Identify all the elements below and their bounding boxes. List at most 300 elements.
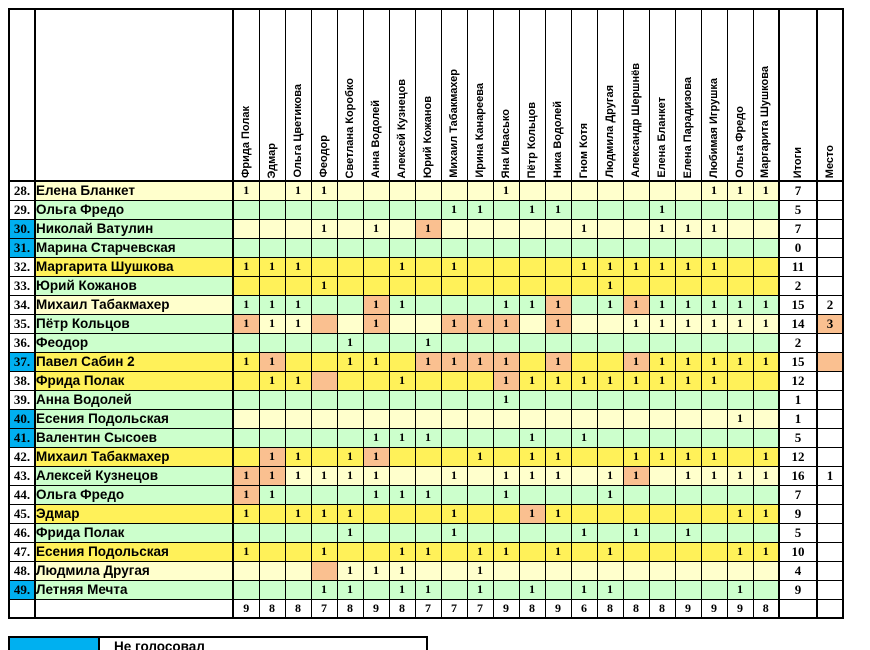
vote-cell [623,219,649,238]
vote-cell: 1 [597,276,623,295]
vote-cell: 1 [233,257,259,276]
vote-cell [311,238,337,257]
row-number: 34. [9,295,35,314]
participant-name: Людмила Другая [35,561,233,580]
voter-header [337,9,363,181]
vote-cell [649,561,675,580]
vote-cell: 1 [415,580,441,599]
mesto-cell [817,238,843,257]
vote-cell [467,485,493,504]
vote-cell [493,428,519,447]
vote-cell [545,257,571,276]
mesto-cell [817,409,843,428]
vote-cell: 1 [675,219,701,238]
voter-header-label: Елена Парадизова [681,76,694,178]
vote-cell [701,333,727,352]
vote-cell [519,390,545,409]
vote-cell [571,409,597,428]
vote-cell [727,371,753,390]
vote-cell [363,238,389,257]
vote-cell: 1 [493,485,519,504]
vote-cell [337,371,363,390]
vote-cell [441,295,467,314]
vote-cell [311,523,337,542]
vote-cell: 1 [649,371,675,390]
vote-cell: 1 [545,314,571,333]
mesto-cell [817,542,843,561]
vote-cell: 1 [597,257,623,276]
vote-cell: 1 [701,295,727,314]
column-total-cell: 9 [727,599,753,618]
vote-cell [493,333,519,352]
legend-row [9,637,427,650]
vote-cell [519,276,545,295]
vote-cell [519,352,545,371]
vote-cell [415,466,441,485]
vote-cell [441,409,467,428]
row-number: 46. [9,523,35,542]
vote-cell [363,276,389,295]
itogi-cell: 12 [779,371,817,390]
participant-name: Фрида Полак [35,371,233,390]
vote-cell [649,238,675,257]
vote-cell: 1 [389,542,415,561]
voter-header-label: Александр Шершнёв [629,63,642,178]
mesto-cell: 3 [817,314,843,333]
vote-cell [519,238,545,257]
voter-header-label: Ника Водолей [551,100,564,178]
vote-cell: 1 [259,485,285,504]
vote-cell [363,542,389,561]
itogi-header-label: Итоги [791,146,804,178]
column-total-cell: 9 [675,599,701,618]
vote-cell: 1 [233,295,259,314]
vote-cell [415,295,441,314]
vote-cell [623,485,649,504]
vote-cell [597,219,623,238]
vote-cell: 1 [727,314,753,333]
vote-cell: 1 [311,181,337,200]
vote-cell [701,485,727,504]
vote-cell [441,371,467,390]
vote-cell [675,333,701,352]
voter-header-label: Пётр Кольцов [525,101,538,178]
participant-name: Марина Старчевская [35,238,233,257]
vote-cell: 1 [467,580,493,599]
vote-cell: 1 [493,314,519,333]
vote-cell [649,466,675,485]
vote-cell [415,238,441,257]
column-total-cell: 8 [623,599,649,618]
vote-cell [753,238,779,257]
vote-cell [675,200,701,219]
vote-cell [597,238,623,257]
vote-cell: 1 [623,295,649,314]
vote-cell [337,314,363,333]
vote-cell: 1 [285,257,311,276]
voter-header [597,9,623,181]
vote-cell [571,561,597,580]
vote-cell [233,219,259,238]
participant-name: Юрий Кожанов [35,276,233,295]
vote-cell [649,333,675,352]
vote-cell: 1 [727,295,753,314]
vote-cell: 1 [337,580,363,599]
voter-header [285,9,311,181]
vote-cell [597,200,623,219]
vote-cell: 1 [519,466,545,485]
mesto-cell [817,219,843,238]
participant-row [9,466,843,485]
participant-row [9,352,843,371]
vote-cell: 1 [363,314,389,333]
row-number: 48. [9,561,35,580]
column-total-cell: 9 [701,599,727,618]
vote-cell [519,314,545,333]
vote-cell [597,333,623,352]
vote-cell: 1 [701,466,727,485]
vote-cell [571,333,597,352]
vote-cell [363,257,389,276]
vote-cell [493,580,519,599]
vote-cell [519,257,545,276]
vote-cell [545,561,571,580]
row-number: 32. [9,257,35,276]
vote-cell: 1 [415,333,441,352]
mesto-cell [817,181,843,200]
itogi-cell: 9 [779,580,817,599]
vote-cell [311,200,337,219]
vote-cell [285,580,311,599]
vote-cell [415,200,441,219]
vote-cell: 1 [441,257,467,276]
vote-cell: 1 [493,352,519,371]
vote-cell: 1 [675,466,701,485]
vote-cell [545,238,571,257]
vote-cell [753,276,779,295]
vote-cell: 1 [519,428,545,447]
vote-cell: 1 [545,371,571,390]
vote-cell [597,314,623,333]
vote-cell [597,561,623,580]
vote-cell: 1 [701,352,727,371]
vote-cell: 1 [545,295,571,314]
vote-cell: 1 [285,447,311,466]
vote-cell [701,580,727,599]
vote-cell [571,238,597,257]
row-number: 40. [9,409,35,428]
vote-cell: 1 [259,447,285,466]
vote-cell [753,523,779,542]
vote-cell [649,504,675,523]
vote-cell [727,257,753,276]
itogi-cell: 15 [779,295,817,314]
vote-cell: 1 [363,466,389,485]
vote-cell: 1 [753,181,779,200]
column-total-cell: 7 [441,599,467,618]
vote-cell [597,428,623,447]
vote-cell: 1 [467,447,493,466]
vote-cell: 1 [259,371,285,390]
vote-cell: 1 [545,200,571,219]
column-total-cell: 7 [311,599,337,618]
row-number: 29. [9,200,35,219]
voter-header [311,9,337,181]
voter-header [623,9,649,181]
vote-cell: 1 [311,466,337,485]
vote-cell: 1 [259,295,285,314]
vote-cell [285,352,311,371]
vote-cell [701,276,727,295]
vote-cell [649,580,675,599]
vote-cell [753,485,779,504]
vote-cell [337,409,363,428]
voter-header-label: Людмила Другая [603,85,616,178]
vote-cell: 1 [233,485,259,504]
vote-cell [467,390,493,409]
vote-cell: 1 [337,466,363,485]
totals-empty-number [9,599,35,618]
row-number: 43. [9,466,35,485]
vote-cell [311,409,337,428]
participant-row [9,428,843,447]
vote-cell: 1 [285,466,311,485]
voter-header [649,9,675,181]
itogi-cell: 2 [779,333,817,352]
legend-label: Не голосовал [99,637,427,650]
corner-name-header [35,9,233,181]
participant-name: Михаил Табакмахер [35,447,233,466]
vote-cell [259,409,285,428]
vote-cell [337,542,363,561]
itogi-cell: 15 [779,352,817,371]
vote-cell: 1 [649,200,675,219]
vote-cell: 1 [623,466,649,485]
vote-cell: 1 [675,447,701,466]
vote-cell [415,257,441,276]
vote-cell: 1 [363,561,389,580]
vote-cell [753,371,779,390]
mesto-cell [817,447,843,466]
column-total-cell: 8 [389,599,415,618]
vote-cell [415,561,441,580]
voter-header-label: Анна Водолей [369,99,382,178]
vote-cell [519,219,545,238]
column-total-cell: 7 [467,599,493,618]
vote-cell [623,428,649,447]
vote-cell [441,181,467,200]
vote-cell [233,561,259,580]
vote-cell [519,485,545,504]
vote-cell: 1 [389,485,415,504]
vote-cell [311,428,337,447]
vote-cell: 1 [415,485,441,504]
voter-header-label: Фрида Полак [239,106,252,178]
vote-cell: 1 [415,219,441,238]
vote-cell: 1 [571,428,597,447]
vote-cell: 1 [493,390,519,409]
vote-cell [519,542,545,561]
vote-cell: 1 [675,352,701,371]
voter-header-label: Ольга Цветикова [291,84,304,178]
voter-header [545,9,571,181]
vote-cell: 1 [259,257,285,276]
vote-cell [389,219,415,238]
participant-name: Ольга Фредо [35,485,233,504]
vote-cell [467,333,493,352]
participant-name: Фрида Полак [35,523,233,542]
vote-cell [441,333,467,352]
vote-cell: 1 [623,352,649,371]
vote-cell [701,561,727,580]
itogi-cell: 7 [779,485,817,504]
header-row [9,9,843,181]
mesto-cell [817,390,843,409]
vote-cell: 1 [415,428,441,447]
voter-header [415,9,441,181]
vote-cell: 1 [675,371,701,390]
vote-cell [493,257,519,276]
vote-cell [389,314,415,333]
vote-cell: 1 [519,447,545,466]
vote-cell: 1 [285,181,311,200]
vote-cell [571,504,597,523]
totals-empty-mesto [817,599,843,618]
vote-cell [259,219,285,238]
vote-cell [493,523,519,542]
vote-cell: 1 [415,542,441,561]
vote-cell [701,390,727,409]
participant-row [9,333,843,352]
vote-cell [597,409,623,428]
vote-cell: 1 [493,466,519,485]
vote-cell: 1 [675,257,701,276]
row-number: 38. [9,371,35,390]
vote-cell [311,371,337,390]
vote-cell: 1 [467,314,493,333]
vote-cell: 1 [363,295,389,314]
vote-cell: 1 [493,542,519,561]
vote-cell: 1 [337,352,363,371]
vote-cell [753,200,779,219]
itogi-header [779,9,817,181]
vote-cell [675,238,701,257]
vote-cell [753,561,779,580]
vote-cell: 1 [701,371,727,390]
row-number: 39. [9,390,35,409]
voter-header-label: Ирина Канареева [473,83,486,178]
column-total-cell: 8 [259,599,285,618]
voter-header-label: Светлана Коробко [343,77,356,178]
vote-cell: 1 [571,371,597,390]
vote-cell [389,238,415,257]
vote-cell [649,276,675,295]
participant-row [9,257,843,276]
vote-cell: 1 [701,447,727,466]
vote-cell [285,561,311,580]
vote-cell [441,428,467,447]
column-total-cell: 8 [285,599,311,618]
vote-cell [311,314,337,333]
voter-header-label: Маргарита Шушкова [759,65,772,178]
vote-cell [675,580,701,599]
vote-cell [337,181,363,200]
vote-cell [493,200,519,219]
vote-cell [623,561,649,580]
mesto-cell [817,523,843,542]
voter-header-label: Юрий Кожанов [421,95,434,178]
vote-cell [727,447,753,466]
vote-cell [519,523,545,542]
participant-name: Ольга Фредо [35,200,233,219]
vote-cell [233,200,259,219]
vote-cell [337,485,363,504]
vote-cell [259,200,285,219]
vote-cell [649,390,675,409]
vote-cell [337,276,363,295]
vote-cell [623,409,649,428]
itogi-cell: 5 [779,523,817,542]
vote-cell [363,371,389,390]
vote-cell: 1 [701,181,727,200]
participant-name: Маргарита Шушкова [35,257,233,276]
vote-cell [285,428,311,447]
mesto-cell [817,580,843,599]
vote-cell: 1 [727,580,753,599]
column-total-cell: 8 [337,599,363,618]
vote-cell [545,428,571,447]
vote-cell [441,238,467,257]
mesto-cell [817,485,843,504]
vote-cell: 1 [467,200,493,219]
vote-cell [519,333,545,352]
vote-cell [415,504,441,523]
vote-cell: 1 [649,257,675,276]
vote-cell: 1 [753,447,779,466]
vote-cell [389,409,415,428]
vote-cell: 1 [441,466,467,485]
vote-cell [467,371,493,390]
vote-cell [363,200,389,219]
vote-cell: 1 [363,428,389,447]
voter-header-label: Гном Котя [577,122,590,178]
voter-header-label: Михаил Табакмахер [447,69,460,178]
vote-cell: 1 [389,371,415,390]
vote-cell [363,333,389,352]
participant-name: Николай Ватулин [35,219,233,238]
vote-cell [623,542,649,561]
participant-row [9,580,843,599]
vote-cell [337,390,363,409]
vote-cell [337,238,363,257]
vote-cell [701,409,727,428]
vote-cell: 1 [623,371,649,390]
vote-cell [675,485,701,504]
vote-cell: 1 [675,295,701,314]
mesto-cell [817,333,843,352]
voter-header-label: Яна Ивасько [499,108,512,178]
vote-cell: 1 [701,314,727,333]
column-total-cell: 8 [597,599,623,618]
vote-cell [259,504,285,523]
vote-cell [415,276,441,295]
vote-cell [259,333,285,352]
vote-cell [649,428,675,447]
vote-cell: 1 [597,485,623,504]
vote-cell [675,276,701,295]
vote-cell [389,181,415,200]
vote-cell [363,409,389,428]
